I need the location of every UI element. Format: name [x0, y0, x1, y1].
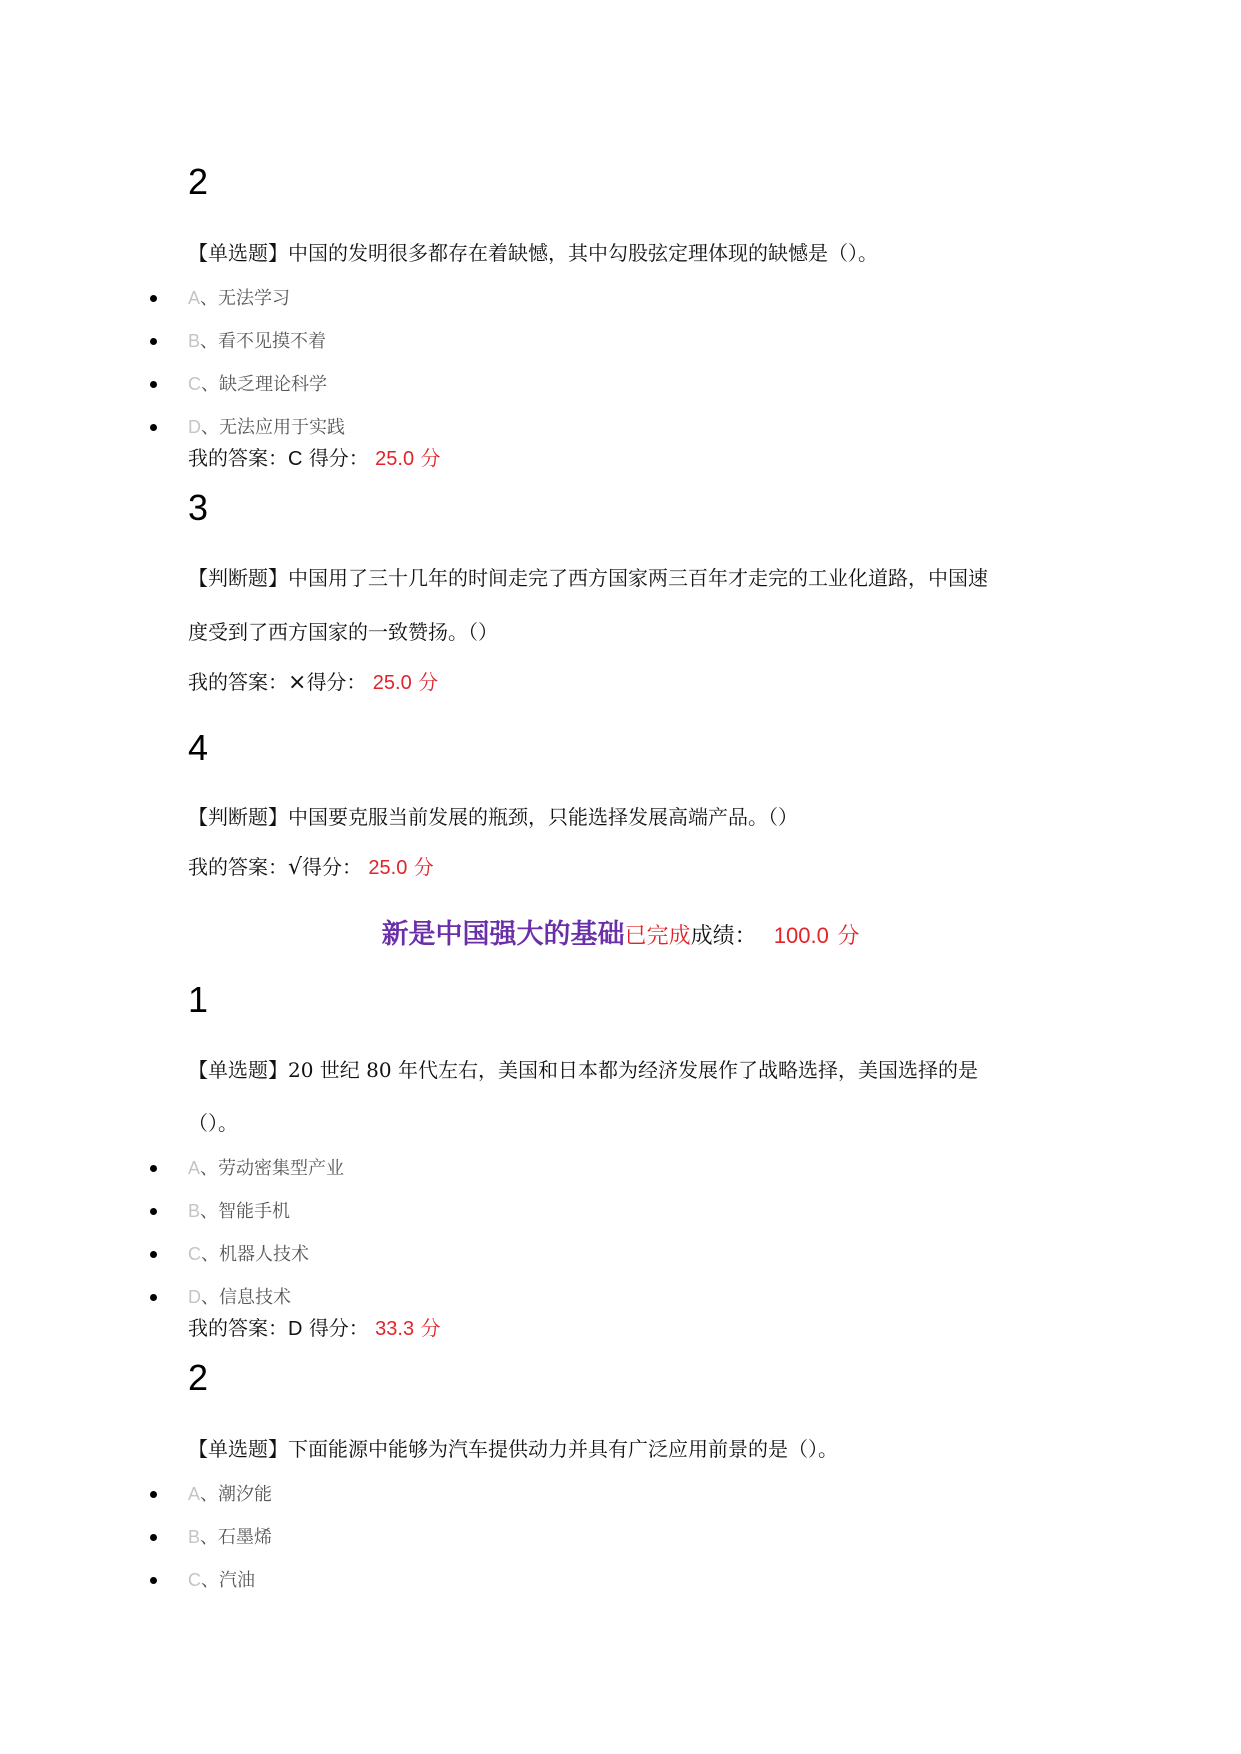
option-letter: A [188, 1484, 201, 1504]
option-label: 、信息技术 [201, 1287, 291, 1308]
option-label: 、缺乏理论科学 [201, 374, 327, 395]
score-label: 得分： [308, 446, 369, 470]
option-label: 、机器人技术 [201, 1244, 309, 1265]
score-label: 得分： [306, 670, 367, 694]
score-unit: 分 [413, 855, 434, 879]
option-b[interactable] [188, 330, 326, 353]
option-letter: C [188, 374, 201, 394]
check-mark-icon: √ [288, 855, 303, 880]
question-text: 【单选题】下面能源中能够为汽车提供动力并具有广泛应用前景的是（）。 [188, 1437, 838, 1461]
question-text-continued: 度受到了西方国家的一致赞扬。（） [188, 620, 498, 644]
score-value: 25.0 [372, 672, 412, 694]
option-label: 、无法应用于实践 [201, 417, 345, 438]
option-letter: D [188, 1287, 201, 1307]
option-label: 、无法学习 [200, 288, 291, 309]
bullet [150, 1208, 157, 1215]
bullet [150, 1491, 157, 1498]
option-a[interactable] [188, 1483, 272, 1506]
bullet [150, 381, 157, 388]
bullet [150, 338, 157, 345]
answer-label: 我的答案： [188, 446, 288, 470]
option-a[interactable] [188, 287, 290, 310]
score-unit: 分 [418, 670, 439, 694]
option-label: 、智能手机 [200, 1201, 291, 1222]
option-c[interactable] [188, 1243, 309, 1266]
bullet [150, 1534, 157, 1541]
section-status: 已完成 [624, 924, 691, 949]
bullet [150, 424, 157, 431]
bullet [150, 1251, 157, 1258]
question-number: 4 [188, 727, 209, 768]
option-letter: B [188, 1527, 201, 1547]
option-letter: B [188, 331, 201, 351]
score-label: 得分： [302, 855, 363, 879]
answer-line [188, 855, 434, 880]
score-value: 25.0 [375, 448, 415, 470]
option-letter: C [188, 1244, 201, 1264]
option-letter: D [188, 417, 201, 437]
option-d[interactable] [188, 416, 345, 439]
option-c[interactable] [188, 1569, 255, 1592]
option-b[interactable] [188, 1200, 290, 1223]
answer-line [188, 670, 438, 695]
answer-line [188, 446, 440, 471]
option-label: 、看不见摸不着 [200, 331, 327, 352]
question-text: 【判断题】中国用了三十几年的时间走完了西方国家两三百年才走完的工业化道路，中国速 [188, 566, 988, 590]
cross-mark-icon: × [288, 670, 307, 695]
grade-unit: 分 [837, 924, 860, 949]
bullet [150, 295, 157, 302]
option-letter: A [188, 1158, 201, 1178]
option-d[interactable] [188, 1286, 291, 1309]
score-unit: 分 [420, 1316, 441, 1340]
answer-value: D [288, 1318, 303, 1340]
option-label: 、汽油 [201, 1570, 255, 1591]
section-heading [0, 918, 1241, 954]
answer-value: C [288, 448, 303, 470]
option-letter: C [188, 1570, 201, 1590]
question-text-continued: （）。 [188, 1111, 238, 1135]
option-a[interactable] [188, 1157, 344, 1180]
score-value: 33.3 [375, 1318, 415, 1340]
option-b[interactable] [188, 1526, 272, 1549]
option-label: 、潮汐能 [200, 1484, 273, 1505]
bullet [150, 1294, 157, 1301]
question-text: 【判断题】中国要克服当前发展的瓶颈，只能选择发展高端产品。（） [188, 805, 798, 829]
option-letter: B [188, 1201, 201, 1221]
answer-label: 我的答案： [188, 1316, 288, 1340]
answer-line [188, 1316, 440, 1341]
score-label: 得分： [308, 1316, 369, 1340]
option-letter: A [188, 288, 201, 308]
score-unit: 分 [420, 446, 441, 470]
score-value: 25.0 [368, 857, 408, 879]
question-number: 2 [188, 161, 209, 202]
option-label: 、劳动密集型产业 [200, 1158, 345, 1179]
option-c[interactable] [188, 373, 327, 396]
question-number: 1 [188, 979, 209, 1020]
question-text: 【单选题】中国的发明很多都存在着缺憾，其中勾股弦定理体现的缺憾是（）。 [188, 241, 878, 265]
question-number: 3 [188, 487, 209, 528]
option-label: 、石墨烯 [200, 1527, 273, 1548]
bullet [150, 1577, 157, 1584]
question-text: 【单选题】20 世纪 80 年代左右，美国和日本都为经济发展作了战略选择，美国选择的是 [188, 1058, 978, 1082]
grade-label: 成绩： [690, 924, 757, 949]
grade-value: 100.0 [773, 923, 829, 948]
question-number: 2 [188, 1357, 209, 1398]
answer-label: 我的答案： [188, 855, 288, 879]
section-title[interactable]: 新是中国强大的基础 [381, 919, 625, 950]
answer-label: 我的答案： [188, 670, 288, 694]
bullet [150, 1165, 157, 1172]
